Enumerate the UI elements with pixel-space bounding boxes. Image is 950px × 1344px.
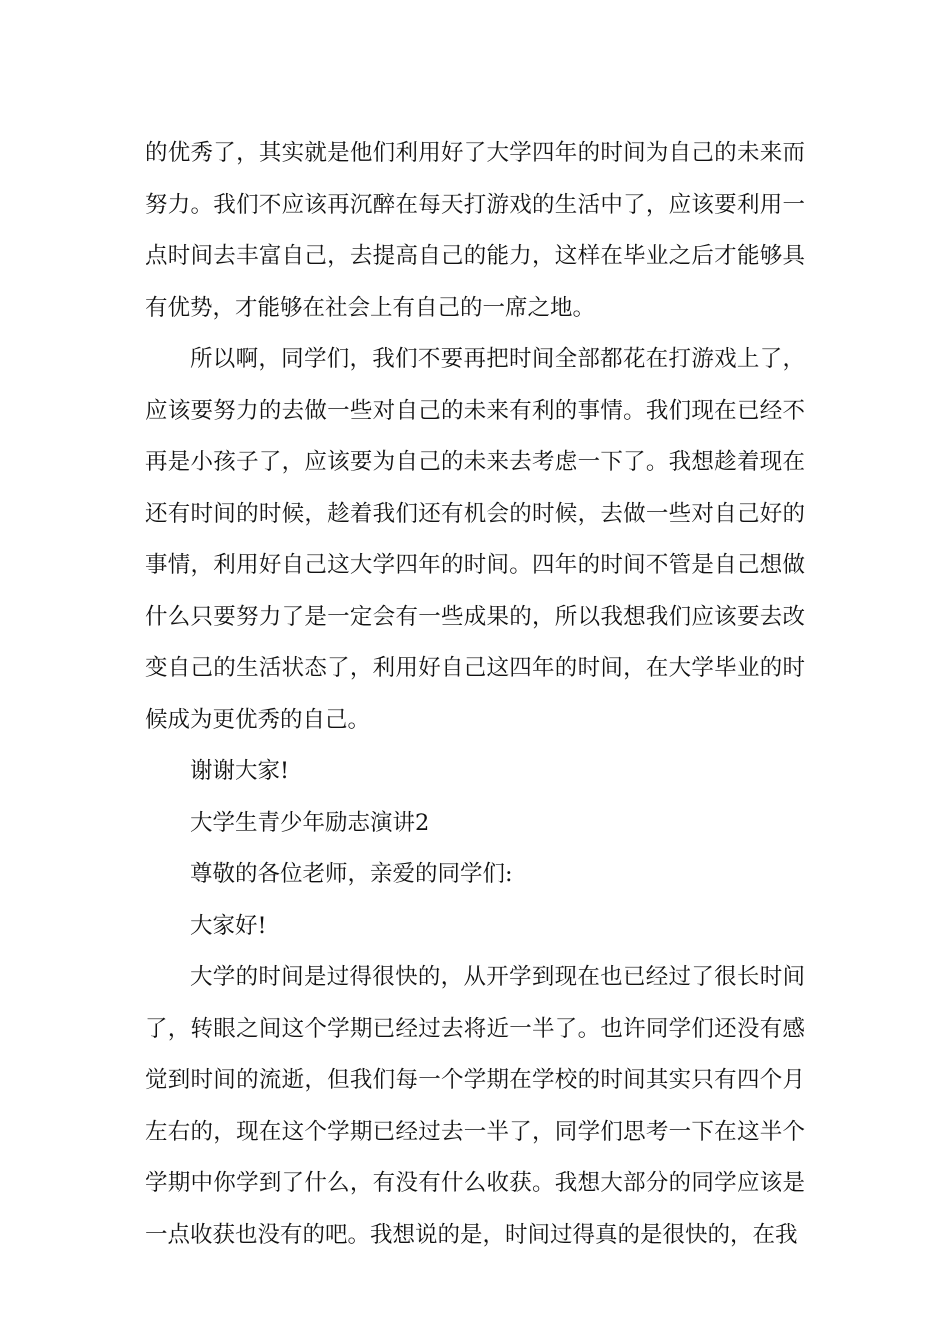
paragraph-advice: 所以啊，同学们，我们不要再把时间全部都花在打游戏上了，应该要努力的去做一些对自己的未来有利的事情。我们现在已经不再是小孩子了，应该要为自己的未来去考虑一下了。我想趁着现在还有时间的时候，趁着我们还有机会的时候，去做一些对自己好的事情，利用好自己这大学四年的时间。四年的时间不管是自己想做什么只要努力了是一定会有一些成果的，所以我想我们应该要去改变自己的生活状态了，利用好自己这四年的时间，在大学毕业的时候成为更优秀的自己。	[145, 346, 805, 733]
greeting: 大家好!	[190, 912, 267, 939]
closing-thanks: 谢谢大家!	[190, 758, 290, 784]
salutation: 尊敬的各位老师，亲爱的同学们:	[190, 861, 513, 887]
speech-title: 大学生青少年励志演讲2	[190, 809, 430, 836]
paragraph-continued: 的优秀了，其实就是他们利用好了大学四年的时间为自己的未来而努力。我们不应该再沉醉在每天打游戏的生活中了，应该要利用一点时间去丰富自己，去提高自己的能力，这样在毕业之后才能够具有优势，才能够在社会上有自己的一席之地。	[145, 140, 805, 321]
document-page	[145, 128, 805, 1261]
paragraph-time: 大学的时间是过得很快的，从开学到现在也已经过了很长时间了，转眼之间这个学期已经过去将近一半了。也许同学们还没有感觉到时间的流逝，但我们每一个学期在学校的时间其实只有四个月左右的，现在这个学期已经过去一半了，同学们思考一下在这半个学期中你学到了什么，有没有什么收获。我想大部分的同学应该是一点收获也没有的吧。我想说的是，时间过得真的是很快的，在我	[145, 964, 805, 1248]
